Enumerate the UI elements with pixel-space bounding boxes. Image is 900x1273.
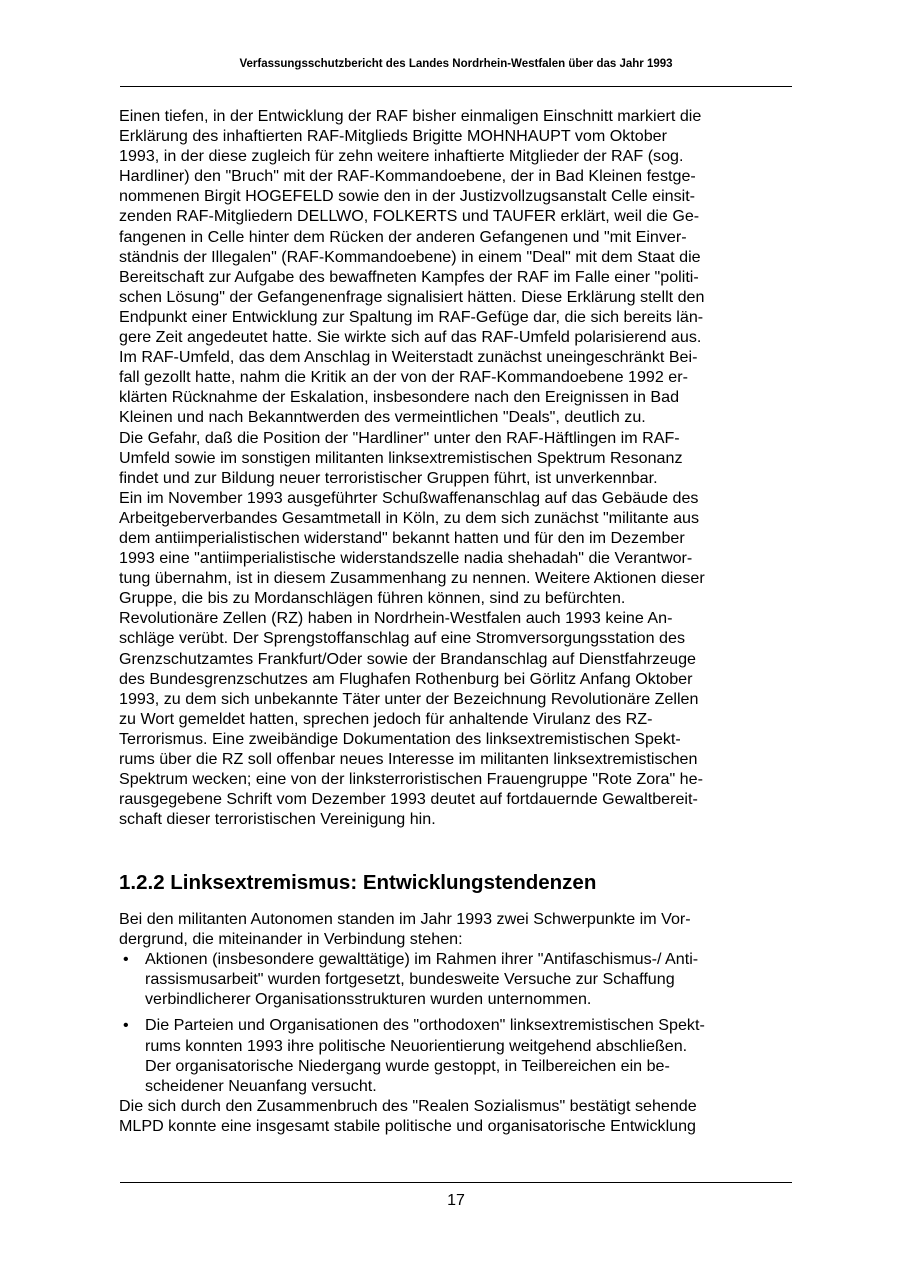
bullet-line: Die Parteien und Organisationen des "orthodoxen" linksextremistischen Spekt- (145, 1016, 705, 1035)
closing-line: Die sich durch den Zusammenbruch des "Realen Sozialismus" bestätigt sehende (119, 1096, 697, 1115)
paragraph-line: fangenen in Celle hinter dem Rücken der anderen Gefangenen und "mit Einver- (119, 227, 687, 246)
paragraph-line: des Bundesgrenzschutzes am Flughafen Rothenburg bei Görlitz Anfang Oktober (119, 669, 693, 688)
bullet-line: rums konnten 1993 ihre politische Neuorientierung weitgehend abschließen. (145, 1036, 688, 1055)
paragraph-line: schläge verübt. Der Sprengstoffanschlag auf eine Stromversorgungsstation des (119, 629, 685, 648)
paragraph-line: 1993, zu dem sich unbekannte Täter unter der Bezeichnung Revolutionäre Zellen (119, 689, 699, 708)
paragraph-line: Erklärung des inhaftierten RAF-Mitglieds Brigitte MOHNHAUPT vom Oktober (119, 127, 667, 146)
bullet-dot-icon: • (123, 950, 129, 969)
paragraph-line (119, 829, 799, 849)
paragraph-line: Bereitschaft zur Aufgabe des bewaffneten Kampfes der RAF im Falle einer "politi- (119, 267, 699, 286)
bullet-line: rassismusarbeit" wurden fortgesetzt, bundesweite Versuche zur Schaffung (145, 970, 675, 989)
page-number: 17 (447, 1192, 465, 1209)
paragraph-line: Die Gefahr, daß die Position der "Hardliner" unter den RAF-Häftlingen im RAF- (119, 428, 680, 447)
paragraph-line: gere Zeit angedeutet hatte. Sie wirkte sich auf das RAF-Umfeld polarisierend aus. (119, 328, 702, 347)
paragraph-line: Ein im November 1993 ausgeführter Schußwaffenanschlag auf das Gebäude des (119, 488, 699, 507)
bullet-line: scheidener Neuanfang versucht. (145, 1076, 377, 1095)
bullet-line: Aktionen (insbesondere gewalttätige) im Rahmen ihrer "Antifaschismus-/ Anti- (145, 950, 699, 969)
paragraph-line: dem antiimperialistischen widerstand" bekannt hatten und für den im Dezember (119, 528, 685, 547)
section-heading: 1.2.2 Linksextremismus: Entwicklungstendenzen (119, 871, 597, 894)
paragraph-line: tung übernahm, ist in diesem Zusammenhang zu nennen. Weitere Aktionen dieser (119, 569, 705, 588)
paragraph-line: Grenzschutzamtes Frankfurt/Oder sowie der Brandanschlag auf Dienstfahrzeuge (119, 649, 696, 668)
intro-line: dergrund, die miteinander in Verbindung stehen: (119, 930, 463, 949)
paragraph-line: ständnis der Illegalen" (RAF-Kommandoebene) in einem "Deal" mit dem Staat die (119, 247, 701, 266)
header-divider (120, 86, 792, 87)
paragraph-line: Spektrum wecken; eine von der linksterroristischen Frauengruppe "Rote Zora" he- (119, 770, 703, 789)
paragraph-line: Revolutionäre Zellen (RZ) haben in Nordrhein-Westfalen auch 1993 keine An- (119, 609, 673, 628)
footer-divider (120, 1182, 792, 1183)
paragraph-line: Gruppe, die bis zu Mordanschlägen führen können, sind zu befürchten. (119, 589, 626, 608)
section-body (119, 909, 799, 1136)
bullet-line: verbindlicherer Organisationsstrukturen wurden unternommen. (145, 990, 592, 1009)
paragraph-line: 1993, in der diese zugleich für zehn weitere inhaftierte Mitglieder der RAF (sog. (119, 147, 684, 166)
paragraph-line: schaft dieser terroristischen Vereinigung hin. (119, 810, 436, 829)
paragraph-line: 1993 eine "antiimperialistische widerstandszelle nadia shehadah" die Verantwor- (119, 549, 693, 568)
bullet-line: Der organisatorische Niedergang wurde gestoppt, in Teilbereichen ein be- (145, 1056, 670, 1075)
paragraph-line: nommenen Birgit HOGEFELD sowie den in der Justizvollzugsanstalt Celle einsit- (119, 187, 696, 206)
bullet-item (119, 949, 799, 1009)
paragraph-line: findet und zur Bildung neuer terroristischer Gruppen führt, ist unverkennbar. (119, 468, 658, 487)
paragraph-line: Terrorismus. Eine zweibändige Dokumentation des linksextremistischen Spekt- (119, 729, 681, 748)
paragraph-line: schen Lösung" der Gefangenenfrage signalisiert hätten. Diese Erklärung stellt den (119, 287, 705, 306)
closing-line: MLPD konnte eine insgesamt stabile politische und organisatorische Entwicklung (119, 1116, 697, 1135)
intro-line: Bei den militanten Autonomen standen im Jahr 1993 zwei Schwerpunkte im Vor- (119, 910, 691, 928)
bullet-dot-icon: • (123, 1016, 129, 1035)
paragraph-line: Kleinen und nach Bekanntwerden des vermeintlichen "Deals", deutlich zu. (119, 408, 646, 427)
paragraph-line: Hardliner) den "Bruch" mit der RAF-Kommandoebene, der in Bad Kleinen festge- (119, 167, 696, 186)
paragraph-line: rausgegebene Schrift vom Dezember 1993 deutet auf fortdauernde Gewaltbereit- (119, 790, 698, 809)
paragraph-line: Endpunkt einer Entwicklung zur Spaltung im RAF-Gefüge dar, die sich bereits län- (119, 307, 704, 326)
paragraph-line: Arbeitgeberverbandes Gesamtmetall in Köln, zu dem sich zunächst "militante aus (119, 508, 700, 527)
paragraph-line: Einen tiefen, in der Entwicklung der RAF bisher einmaligen Einschnitt markiert die (119, 107, 702, 125)
paragraph-line: zu Wort gemeldet hatten, sprechen jedoch für anhaltende Virulanz des RZ- (119, 709, 653, 728)
paragraph-line: zenden RAF-Mitgliedern DELLWO, FOLKERTS und TAUFER erklärt, weil die Ge- (119, 207, 700, 226)
paragraph-line: rums über die RZ soll offenbar neues Interesse im militanten linksextremistischen (119, 750, 698, 768)
paragraph-line: fall gezollt hatte, nahm die Kritik an der von der RAF-Kommandoebene 1992 er- (119, 368, 688, 387)
paragraph-line: klärten Rücknahme der Eskalation, insbesondere nach den Ereignissen in Bad (119, 388, 680, 407)
main-paragraph (119, 106, 799, 849)
paragraph-line: Umfeld sowie im sonstigen militanten linksextremistischen Spektrum Resonanz (119, 448, 683, 467)
paragraph-line: Im RAF-Umfeld, das dem Anschlag in Weiterstadt zunächst uneingeschränkt Bei- (119, 348, 698, 367)
bullet-item (119, 1015, 799, 1095)
page-header-title: Verfassungsschutzbericht des Landes Nordrhein-Westfalen über das Jahr 1993 (239, 58, 673, 70)
